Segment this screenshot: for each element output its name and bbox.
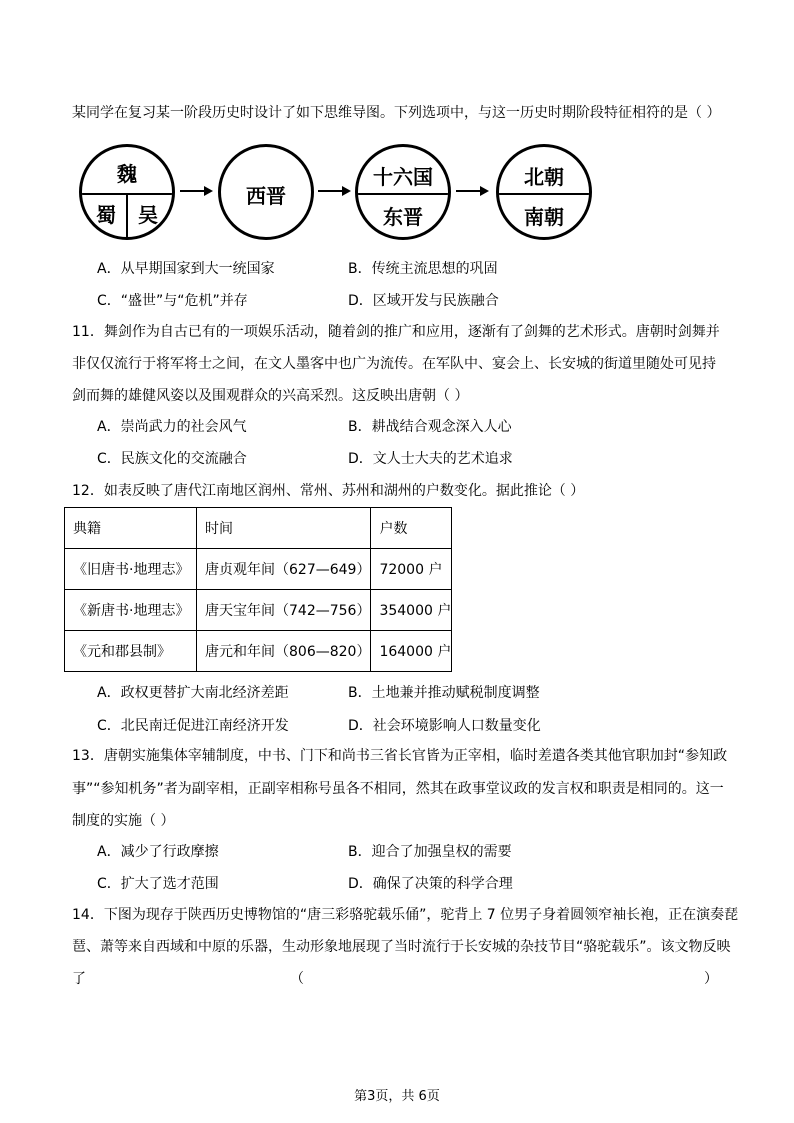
q13-line-3: 制度的实施（ ）: [72, 813, 175, 829]
arrow-icon: [180, 184, 214, 198]
q10-option-a[interactable]: A．从早期国家到大一统国家: [97, 261, 275, 277]
q12-option-c[interactable]: C．北民南迁促进江南经济开发: [97, 718, 289, 734]
q11-option-a[interactable]: A．崇尚武力的社会风气: [97, 419, 247, 435]
table-cell: 《新唐书·地理志》: [65, 590, 197, 631]
table-cell: 唐天宝年间（742—756）: [197, 590, 371, 631]
q13-option-b[interactable]: B．迎合了加强皇权的需要: [348, 844, 512, 860]
answer-paren-close: ）: [704, 971, 718, 987]
table-cell: 354000 户: [371, 590, 452, 631]
label-sixteen-kingdoms: 十六国: [373, 165, 433, 189]
table-header-row: [65, 508, 452, 549]
q10-stem: 某同学在复习某一阶段历史时设计了如下思维导图。下列选项中，与这一历史时期阶段特征相符的是（ ）: [72, 105, 721, 121]
label-northern-dynasties: 北朝: [524, 165, 564, 189]
q11-line-3: 剑而舞的雄健风姿以及围观群众的兴高采烈。这反映出唐朝（ ）: [72, 388, 469, 404]
q11-option-c[interactable]: C．民族文化的交流融合: [97, 451, 247, 467]
label-southern-dynasties: 南朝: [524, 205, 564, 229]
circle-western-jin: [218, 144, 314, 240]
q10-option-b[interactable]: B．传统主流思想的巩固: [348, 261, 498, 277]
label-wu: 吴: [138, 203, 158, 227]
households-table: [64, 507, 452, 672]
q10-option-c[interactable]: C．“盛世”与“危机”并存: [97, 293, 248, 309]
table-cell: 唐元和年间（806—820）: [197, 631, 371, 672]
label-eastern-jin: 东晋: [383, 205, 423, 229]
q13-line-1: 13．唐朝实施集体宰辅制度，中书、门下和尚书三省长官皆为正宰相，临时差遣各类其他官职加封“参知政: [72, 748, 728, 764]
q11-line-2: 非仅仅流行于将军将士之间，在文人墨客中也广为流传。在军队中、宴会上、长安城的街道里随处可见持: [72, 356, 716, 372]
table-cell: 唐贞观年间（627—649）: [197, 549, 371, 590]
q14-line-1: 14．下图为现存于陕西历史博物馆的“唐三彩骆驼载乐俑”，驼背上 7 位男子身着圆领窄袖长袍，正在演奏琵: [72, 907, 739, 923]
q12-option-a[interactable]: A．政权更替扩大南北经济差距: [97, 685, 289, 701]
table-row: [65, 590, 452, 631]
answer-paren-open: （: [290, 971, 304, 987]
q11-option-d[interactable]: D．文人士大夫的艺术追求: [348, 451, 513, 467]
table-header: 典籍: [65, 508, 197, 549]
q12-stem: 12．如表反映了唐代江南地区润州、常州、苏州和湖州的户数变化。据此推论（ ）: [72, 483, 585, 499]
table-cell: 《元和郡县制》: [65, 631, 197, 672]
q13-option-d[interactable]: D．确保了决策的科学合理: [348, 876, 513, 892]
q14-line-2: 琶、萧等来自西域和中原的乐器，生动形象地展现了当时流行于长安城的杂技节目“骆驼载乐”。该文物反映: [72, 939, 731, 955]
q13-option-a[interactable]: A．减少了行政摩擦: [97, 844, 219, 860]
table-row: [65, 631, 452, 672]
q12-option-d[interactable]: D．社会环境影响人口数量变化: [348, 718, 541, 734]
q13-line-2: 事”“参知机务”者为副宰相，正副宰相称号虽各不相同，然其在政事堂议政的发言权和职责是相同的。这一: [72, 781, 724, 797]
table-cell: 72000 户: [371, 549, 452, 590]
q10-option-d[interactable]: D．区域开发与民族融合: [348, 293, 499, 309]
q11-option-b[interactable]: B．耕战结合观念深入人心: [348, 419, 512, 435]
table-cell: 164000 户: [371, 631, 452, 672]
arrow-icon: [456, 184, 490, 198]
arrow-icon: [318, 184, 352, 198]
circle-sixteen-kingdoms: [355, 144, 451, 240]
label-wei: 魏: [117, 162, 137, 186]
label-western-jin: 西晋: [246, 184, 286, 208]
q14-line-3: 了: [72, 971, 86, 987]
table-header: 户数: [371, 508, 452, 549]
q12-option-b[interactable]: B．土地兼并推动赋税制度调整: [348, 685, 540, 701]
page-footer: 第3页，共 6页: [354, 1089, 440, 1104]
table-header: 时间: [197, 508, 371, 549]
circle-northern-southern: [496, 144, 592, 240]
table-cell: 《旧唐书·地理志》: [65, 549, 197, 590]
q13-option-c[interactable]: C．扩大了选才范围: [97, 876, 219, 892]
label-shu: 蜀: [96, 203, 116, 227]
circle-three-kingdoms: [79, 144, 175, 240]
q11-line-1: 11．舞剑作为自古已有的一项娱乐活动，随着剑的推广和应用，逐渐有了剑舞的艺术形式。唐朝时剑舞并: [72, 324, 720, 340]
table-row: [65, 549, 452, 590]
